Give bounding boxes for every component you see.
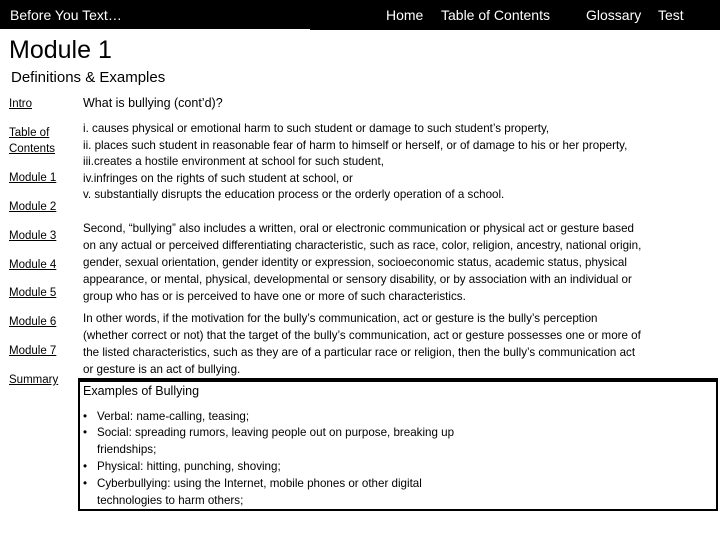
example-list-item (83, 424, 454, 441)
sidebar-item-module-1[interactable]: Module 1 (9, 172, 57, 184)
definition-list-item: ii. places such student in reasonable fear of harm to himself or herself, or of damage to his or her property, (83, 139, 628, 152)
sidebar-item-module-6[interactable]: Module 6 (9, 316, 57, 328)
page-subtitle: Definitions & Examples (11, 69, 166, 86)
definition-list-item: iv.infringes on the rights of such student at school, or (83, 172, 353, 185)
example-text: technologies to harm others; (97, 494, 244, 507)
sidebar-item-toc-line1[interactable]: Table of (9, 127, 50, 139)
examples-heading: Examples of Bullying (83, 384, 200, 398)
paragraph-line: Second, “bullying” also includes a written, oral or electronic communication or physical act or gesture based (83, 222, 634, 235)
nav-toc-link[interactable]: Table of Contents (441, 7, 550, 23)
example-list-item (83, 475, 422, 492)
example-list-item (83, 408, 249, 425)
page-title: Module 1 (9, 36, 112, 64)
definition-list-item: i. causes physical or emotional harm to such student or damage to such student’s property, (83, 122, 550, 135)
sidebar-item-module-7[interactable]: Module 7 (9, 345, 57, 357)
example-list-item (83, 441, 156, 458)
example-text: Verbal: name-calling, teasing; (97, 410, 250, 423)
example-text: Cyberbullying: using the Internet, mobile phones or other digital (97, 477, 422, 490)
sidebar-item-toc-line2[interactable]: Contents (9, 143, 56, 155)
paragraph-line: (whether correct or not) that the target of the bully’s communication, act or gesture possesses one or more of (83, 329, 641, 342)
bullet-icon: • (83, 477, 88, 490)
example-list-item (83, 458, 281, 475)
sidebar-item-summary[interactable]: Summary (9, 374, 59, 386)
example-text: friendships; (97, 443, 157, 456)
example-list-item (83, 492, 243, 509)
sidebar-item-intro[interactable]: Intro (9, 98, 33, 110)
definition-list-item: iii.creates a hostile environment at school for such student, (83, 155, 384, 168)
paragraph-line: on any actual or perceived differentiating characteristic, such as race, color, religion, ancestry, national origin, (83, 239, 642, 252)
paragraph-line: or gesture is an act of bullying. (83, 363, 241, 376)
example-text: Physical: hitting, punching, shoving; (97, 460, 281, 473)
paragraph-line: group who has or is perceived to have one or more of such characteristics. (83, 290, 466, 303)
bullet-icon: • (83, 410, 88, 423)
definition-list-item: v. substantially disrupts the education process or the orderly operation of a school. (83, 188, 505, 201)
sidebar-item-module-5[interactable]: Module 5 (9, 287, 57, 299)
top-bar (0, 0, 720, 31)
bullet-icon: • (83, 460, 88, 473)
paragraph-line: In other words, if the motivation for the bully’s communication, act or gesture is the bully’s perception (83, 312, 598, 325)
paragraph-line: appearance, or mental, physical, developmental or sensory disability, or by association with an individual or (83, 273, 632, 286)
header-divider (0, 29, 310, 31)
brand-title: Before You Text… (10, 7, 122, 23)
paragraph-line: gender, sexual orientation, gender identity or expression, socioeconomic status, academic status, physical (83, 256, 627, 269)
nav-test-link[interactable]: Test (658, 7, 684, 23)
sidebar-item-module-3[interactable]: Module 3 (9, 230, 57, 242)
section-heading: What is bullying (cont’d)? (83, 96, 223, 110)
example-text: Social: spreading rumors, leaving people out on purpose, breaking up (97, 426, 455, 439)
paragraph-line: the listed characteristics, such as they are of a particular race or religion, then the bully’s communication act (83, 346, 636, 359)
sidebar-item-module-4[interactable]: Module 4 (9, 259, 57, 271)
sidebar-item-module-2[interactable]: Module 2 (9, 201, 57, 213)
bullet-icon: • (83, 426, 88, 439)
nav-glossary-link[interactable]: Glossary (586, 7, 642, 23)
nav-home-link[interactable]: Home (386, 7, 424, 23)
